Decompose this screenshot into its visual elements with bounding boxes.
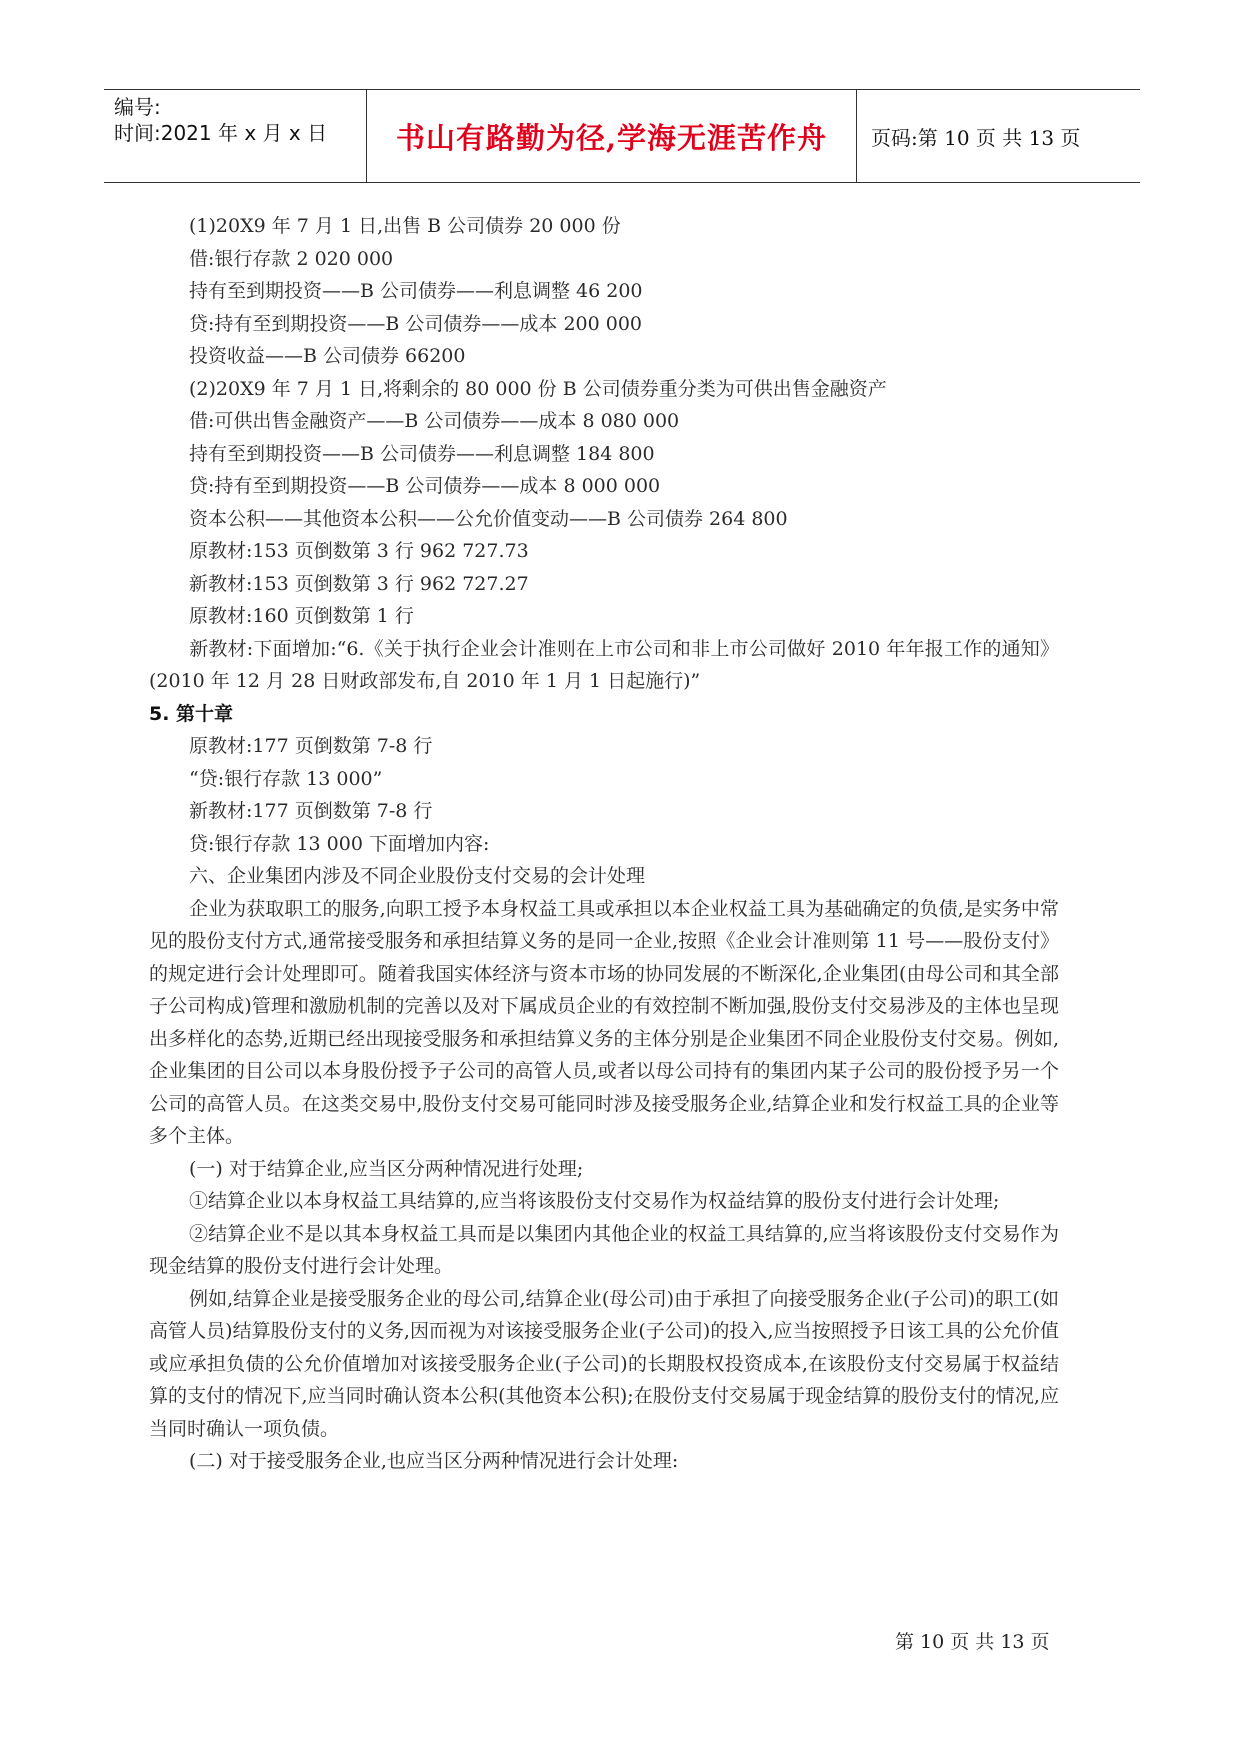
header-page-number: 页码:第 10 页 共 13 页 — [871, 125, 1081, 150]
text-line: 借:可供出售金融资产——B 公司债券——成本 8 080 000 — [189, 410, 680, 432]
header-meta — [104, 90, 367, 182]
new-addition-text: 新教材:下面增加:“6.《关于执行企业会计准则在上市公司和非上市公司做好 2010 年年报工作的通知》(2010 年 12 月 28 日财政部发布,自 2010 年 1 月 1 日起施行)” — [149, 637, 1059, 692]
text-line: 持有至到期投资——B 公司债券——利息调整 184 800 — [189, 442, 655, 465]
page-header — [104, 89, 1140, 183]
paragraph: (二) 对于接受服务企业,也应当区分两种情况进行会计处理: — [189, 1450, 679, 1472]
text-line: 贷:持有至到期投资——B 公司债券——成本 8 000 000 — [189, 475, 661, 497]
text-line: 资本公积——其他资本公积——公允价值变动——B 公司债券 264 800 — [189, 507, 788, 530]
document-time-label: 时间:2021 年 x 月 x 日 — [114, 121, 328, 145]
text-line: 原教材:177 页倒数第 7-8 行 — [189, 735, 433, 757]
chapter-heading: 5. 第十章 — [149, 702, 234, 725]
text-line: (2)20X9 年 7 月 1 日,将剩余的 80 000 份 B 公司债券重分类为可供出售金融资产 — [189, 377, 887, 400]
text-line: (1)20X9 年 7 月 1 日,出售 B 公司债券 20 000 份 — [189, 215, 621, 237]
document-body — [149, 210, 1059, 1478]
text-line: “贷:银行存款 13 000” — [189, 767, 383, 790]
paragraph: 例如,结算企业是接受服务企业的母公司,结算企业(母公司)由于承担了向接受服务企业(子公司)的职工(如高管人员)结算股份支付的义务,因而视为对该接受服务企业(子公司)的投入,应当按照授予日该工具的公允价值或应承担负债的公允价值增加对该接受服务企业(子公司)的长期股权投资成本,在该股份支付交易属于权益结算的支付的情况下,应当同时确认资本公积(其他资本公积);在股份支付交易属于现金结算的股份支付的情况,应当同时确认一项负债。 — [149, 1287, 1059, 1440]
paragraph: ①结算企业以本身权益工具结算的,应当将该股份支付交易作为权益结算的股份支付进行会计处理; — [189, 1190, 1000, 1212]
text-line: 贷:持有至到期投资——B 公司债券——成本 200 000 — [189, 312, 643, 335]
text-line: 新教材:153 页倒数第 3 行 962 727.27 — [189, 572, 529, 595]
text-line: 原教材:160 页倒数第 1 行 — [189, 605, 414, 627]
document-number-label: 编号: — [114, 95, 161, 119]
text-line: 投资收益——B 公司债券 66200 — [189, 345, 466, 367]
text-line: 借:银行存款 2 020 000 — [189, 247, 394, 270]
body-paragraphs — [149, 893, 1059, 1478]
text-line: 原教材:153 页倒数第 3 行 962 727.73 — [189, 540, 529, 562]
text-line: 贷:银行存款 13 000 下面增加内容: — [189, 832, 490, 855]
section-title: 六、企业集团内涉及不同企业股份支付交易的会计处理 — [189, 865, 646, 887]
text-line: 持有至到期投资——B 公司债券——利息调整 46 200 — [189, 280, 643, 302]
page-footer: 第 10 页 共 13 页 — [895, 1631, 1050, 1653]
paragraph: ②结算企业不是以其本身权益工具而是以集团内其他企业的权益工具结算的,应当将该股份支付交易作为现金结算的股份支付进行会计处理。 — [149, 1222, 1059, 1277]
text-line: 新教材:177 页倒数第 7-8 行 — [189, 800, 433, 822]
header-motto: 书山有路勤为径,学海无涯苦作舟 — [367, 90, 857, 182]
paragraph: 企业为获取职工的服务,向职工授予本身权益工具或承担以本企业权益工具为基础确定的负债,是实务中常见的股份支付方式,通常接受服务和承担结算义务的是同一企业,按照《企业会计准则第 11 号——股份支付》的规定进行会计处理即可。随着我国实体经济与资本市场的协同发展的不断深化,企业集团(由母公司和其全部子公司构成)管理和激励机制的完善以及对下属成员企业的有效控制不断加强,股份支付交易涉及的主体也呈现出多样化的态势,近期已经出现接受服务和承担结算义务的主体分别是企业集团不同企业股份支付交易。例如,企业集团的目公司以本身股份授予子公司的高管人员,或者以母公司持有的集团内某子公司的股份授予另一个公司的高管人员。在这类交易中,股份支付交易可能同时涉及接受服务企业,结算企业和发行权益工具的企业等多个主体。 — [149, 897, 1059, 1147]
new-addition-paragraph — [149, 633, 1059, 698]
paragraph: (一) 对于结算企业,应当区分两种情况进行处理; — [189, 1157, 584, 1180]
